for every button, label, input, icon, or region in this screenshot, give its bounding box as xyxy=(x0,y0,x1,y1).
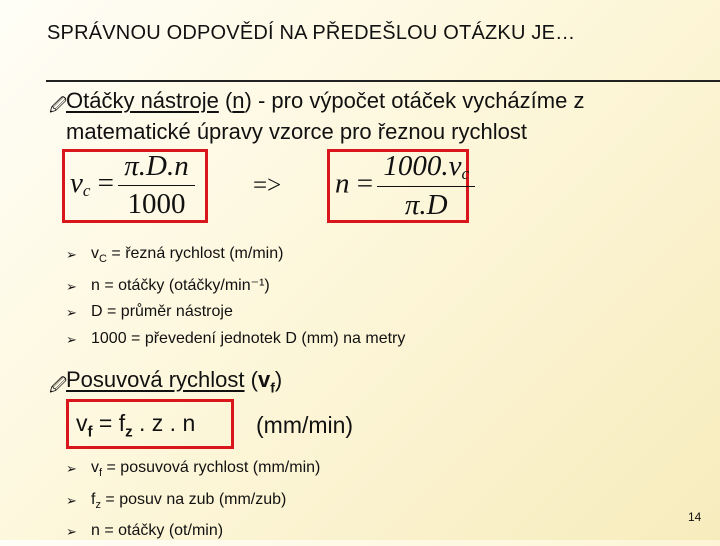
variables-list xyxy=(66,241,405,352)
list-item: ➢ $f_z$ = posuv na zub (mm/zub) xyxy=(66,487,320,519)
item1-line2: matematické úpravy vzorce pro řeznou rychlost xyxy=(66,119,527,144)
list-item: ➢ D = průměr nástroje xyxy=(66,299,405,326)
formula2-equals: = xyxy=(356,167,374,200)
bullet-icon: 🖉 xyxy=(49,96,68,115)
item1-paren: ( xyxy=(224,88,233,113)
item1-heading: Otáčky nástroje xyxy=(66,88,219,113)
item2-line: Posuvová rychlost $(v_f)$ xyxy=(66,367,283,396)
slide-title: SPRÁVNOU ODPOVĚDÍ NA PŘEDEŠLOU OTÁZKU JE… xyxy=(47,22,576,44)
item1-line1 xyxy=(66,88,584,114)
formula1-fraction xyxy=(121,150,191,221)
cutting-speed-formula xyxy=(70,150,192,221)
feed-variables-list xyxy=(66,455,320,545)
item2-symbol: $v_f$ xyxy=(257,367,275,396)
item2-heading: Posuvová rychlost xyxy=(66,367,245,392)
list-item: ➢ n = otáčky (otáčky/min⁻¹) xyxy=(66,273,405,300)
item1-symbol: n xyxy=(232,88,245,113)
formula2-denominator: π.D xyxy=(377,186,475,222)
formula2-fraction xyxy=(380,150,472,222)
formula1-denominator: 1000 xyxy=(118,185,194,221)
list-item: ➢ 1000 = převedení jednotek D (mm) na metry xyxy=(66,326,405,353)
implies-arrow: => xyxy=(253,172,282,199)
list-item: ➢ n = otáčky (ot/min) xyxy=(66,518,320,545)
item1-description: ) - pro výpočet otáček vycházíme z xyxy=(244,88,585,113)
feed-rate-units: (mm/min) xyxy=(256,412,354,438)
formula1-lhs: $v_c$ xyxy=(70,167,91,201)
feed-rate-formula: $v_f = f_z$ . z . n xyxy=(76,410,196,441)
list-item: ➢ $v_f$ = posuvová rychlost (mm/min) xyxy=(66,455,320,487)
formula2-numerator: $1000.v_c$ xyxy=(383,150,470,183)
title-divider xyxy=(46,80,720,82)
formula2-lhs: n xyxy=(335,167,350,200)
rpm-formula xyxy=(335,150,472,222)
bullet-icon: 🖉 xyxy=(49,376,68,395)
formula1-numerator: π.D.n xyxy=(124,150,189,182)
formula1-equals: = xyxy=(97,167,115,200)
list-item: ➢ $v_C$ = řezná rychlost (m/min) xyxy=(66,241,405,273)
page-number: 14 xyxy=(688,510,702,524)
